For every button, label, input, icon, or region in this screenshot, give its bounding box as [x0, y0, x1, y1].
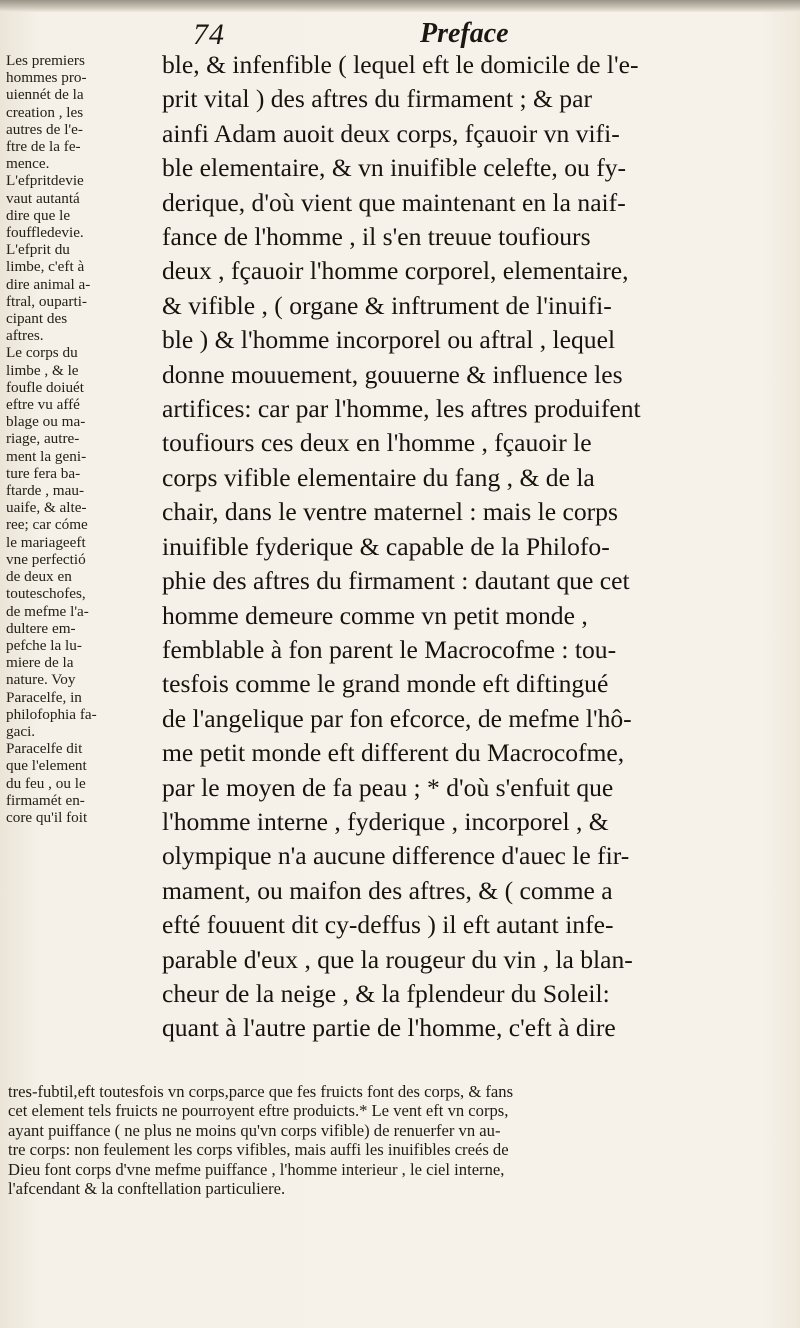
margin-note-line: uiennét de la [6, 86, 84, 104]
text-line: de l'angelique par fon efcorce, de mefme l'hô- [162, 703, 632, 733]
margin-note-line: de mefme l'a- [6, 602, 89, 620]
margin-note-line: que l'element [6, 757, 87, 775]
margin-note-line: limbe , & le [6, 361, 79, 379]
margin-notes [6, 52, 158, 826]
text-line: corps vifible elementaire du fang , & de la [162, 462, 595, 492]
text-line: prit vital ) des aftres du firmament ; & par [162, 84, 592, 114]
margin-note-line: de deux en [6, 568, 72, 586]
margin-note-line: eftre vu affé [6, 396, 80, 414]
text-line: chair, dans le ventre maternel : mais le corps [162, 497, 618, 527]
text-line: efté fouuent dit cy-deffus ) il eft autant infe- [162, 910, 614, 940]
text-line: parable d'eux , que la rougeur du vin , la blan- [162, 944, 633, 974]
margin-note-line: mence. [6, 155, 50, 173]
margin-note-line: foufle doiuét [6, 378, 85, 396]
footnote-line: l'afcendant & la conftellation particuliere. [8, 1179, 286, 1199]
text-line: derique, d'où vient que maintenant en la naif- [162, 187, 626, 217]
footnote-line: cet element tels fruicts ne pourroyent eftre produicts.* Le vent eft vn corps, [8, 1101, 509, 1121]
text-line: ainfi Adam auoit deux corps, fçauoir vn vifi- [162, 118, 620, 148]
text-line: l'homme interne , fyderique , incorporel , & [162, 806, 609, 836]
margin-note-line: hommes pro- [6, 69, 87, 87]
text-line: ble, & infenfible ( lequel eft le domicile de l'e- [162, 50, 639, 79]
text-line: femblable à fon parent le Macrocofme : tou- [162, 634, 617, 664]
margin-note-line: miere de la [6, 654, 74, 672]
page-number: 74 [193, 18, 225, 51]
footnote-block [8, 1082, 794, 1198]
margin-note-line: touteschofes, [6, 585, 86, 603]
margin-note-line: aftres. [6, 327, 44, 345]
margin-note-line: fouffledevie. [6, 224, 84, 242]
footnote-line: Dieu font corps d'vne mefme puiffance , l'homme interieur , le ciel interne, [8, 1159, 505, 1179]
text-line: & vifible , ( organe & inftrument de l'inuifi- [162, 290, 612, 320]
margin-note-line: cipant des [6, 310, 68, 328]
page-top-edge [0, 0, 800, 12]
margin-note-line: creation , les [6, 103, 84, 121]
margin-note-line: Paracelfe, in [6, 688, 82, 706]
margin-note-line: riage, autre- [6, 430, 80, 448]
margin-note-line: L'efpritdevie [6, 172, 84, 190]
margin-note-line: limbe, c'eft à [6, 258, 85, 276]
margin-note-line: ree; car cóme [6, 516, 88, 534]
margin-note-line: dire que le [6, 206, 71, 224]
text-line: fance de l'homme , il s'en treuue toufiours [162, 222, 591, 252]
text-line: donne mouuement, gouuerne & influence les [162, 359, 623, 389]
main-text-block [162, 48, 792, 1046]
margin-note-line: philofophia fa- [6, 705, 97, 723]
margin-note-line: firmamét en- [6, 791, 85, 809]
margin-note-line: blage ou ma- [6, 413, 86, 431]
margin-note-line: Les premiers [6, 52, 85, 69]
margin-note-line: du feu , ou le [6, 774, 86, 792]
text-line: ble ) & l'homme incorporel ou aftral , lequel [162, 325, 616, 355]
margin-note-line: L'efprit du [6, 241, 70, 259]
text-line: tesfois comme le grand monde eft diftingué [162, 669, 609, 699]
margin-note-line: vne perfectió [6, 550, 86, 568]
running-title: Preface [420, 18, 509, 49]
text-line: par le moyen de fa peau ; * d'où s'enfuit que [162, 772, 614, 802]
margin-note-line: gaci. [6, 722, 36, 740]
text-line: cheur de la neige , & la fplendeur du Soleil: [162, 978, 610, 1008]
text-line: mament, ou maifon des aftres, & ( comme a [162, 875, 613, 905]
margin-note-line: autres de l'e- [6, 120, 83, 138]
margin-note-line: core qu'il foit [6, 808, 88, 826]
margin-note-line: vaut autantá [6, 189, 80, 207]
margin-note-line: uaife, & alte- [6, 499, 87, 517]
margin-note-line: le mariageeft [6, 533, 86, 551]
margin-note-line: ftarde , mau- [6, 482, 85, 500]
text-line: ble elementaire, & vn inuifible celefte, ou fy- [162, 153, 627, 183]
text-line: homme demeure comme vn petit monde , [162, 600, 588, 630]
text-line: quant à l'autre partie de l'homme, c'eft à dire [162, 1013, 616, 1043]
margin-note-line: ment la geni- [6, 447, 87, 465]
text-line: me petit monde eft different du Macrocofme, [162, 738, 625, 768]
footnote-line: ayant puiffance ( ne plus ne moins qu'vn corps vifible) de renuerfer vn au- [8, 1120, 501, 1140]
footnote-line: tres-fubtil,eft toutesfois vn corps,parce que fes fruicts font des corps, & fans [8, 1082, 514, 1101]
margin-note-line: Le corps du [6, 344, 78, 362]
text-line: toufiours ces deux en l'homme , fçauoir le [162, 428, 592, 458]
margin-note-line: pefche la lu- [6, 636, 82, 654]
text-line: inuifible fyderique & capable de la Philofo- [162, 531, 610, 561]
text-line: artifices: car par l'homme, les aftres produifent [162, 394, 641, 424]
text-line: deux , fçauoir l'homme corporel, elementaire, [162, 256, 629, 286]
margin-note-line: dire animal a- [6, 275, 91, 293]
margin-note-line: dultere em- [6, 619, 76, 637]
text-line: phie des aftres du firmament : dautant que cet [162, 566, 630, 596]
footnote-line: tre corps: non feulement les corps vifibles, mais auffi les inuifibles creés de [8, 1140, 509, 1160]
text-line: olympique n'a aucune difference d'auec le fir- [162, 841, 630, 871]
margin-note-line: ftral, ouparti- [6, 292, 87, 310]
margin-note-line: ftre de la fe- [6, 138, 81, 156]
margin-note-line: Paracelfe dit [6, 740, 83, 758]
margin-note-line: nature. Voy [6, 671, 76, 689]
margin-note-line: ture fera ba- [6, 464, 81, 482]
